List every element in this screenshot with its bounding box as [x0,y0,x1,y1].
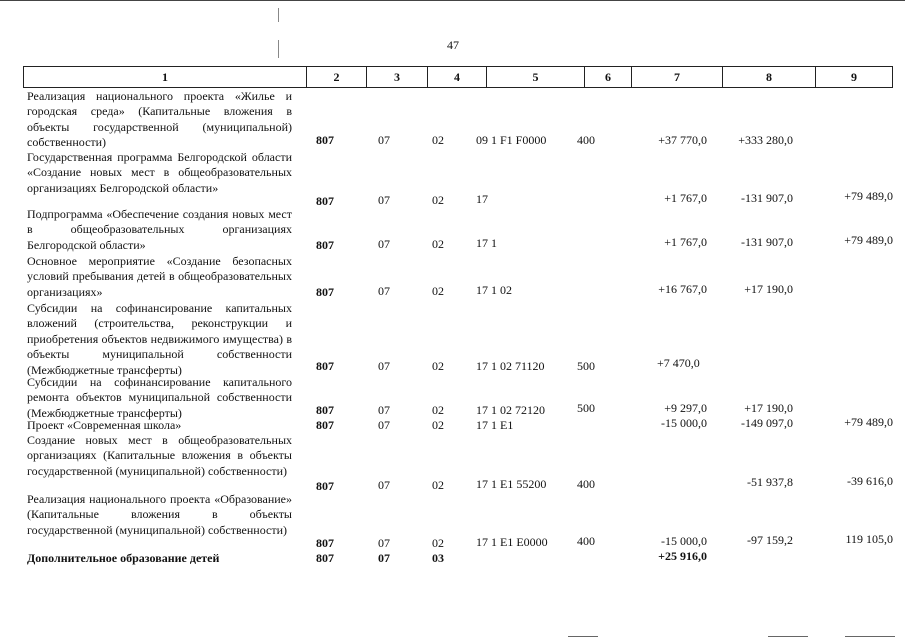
row-description: Создание новых мест в общеобразовательных организациях (Капитальные вложения в объекты государственной (муниципальной) собственности) [27,433,292,478]
header-cell-2: 2 [333,70,340,84]
cell-amount-3: -39 616,0 [847,474,893,488]
cell-amount-3: +79 489,0 [844,189,893,203]
header-cell-7: 7 [674,70,680,84]
cell-amount-1: -15 000,0 [661,534,707,548]
cell-amount-2: +17 190,0 [744,401,793,415]
cell-target: 17 1 02 71120 [476,359,545,373]
cell-code: 807 [316,536,334,550]
row-description: Субсидии на софинансирование капитальных вложений (строительства, реконструкции и приобретения объектов недвижимого имущества) в объекты муниципальной собственности (Межбюджетные трансферты) [27,301,292,377]
cell-section: 07 [378,284,390,298]
cell-target: 17 1 E1 E0000 [476,535,548,549]
cell-section: 07 [378,133,390,147]
row-description: Дополнительное образование детей [27,551,220,565]
row-description: Проект «Современная школа» [27,418,182,432]
cell-subsection: 02 [432,536,444,550]
cell-subsection: 02 [432,193,444,207]
cell-amount-2: +17 190,0 [744,282,793,296]
cell-amount-1: +1 767,0 [664,191,707,205]
cell-section: 07 [378,237,390,251]
cell-amount-1: +9 297,0 [664,401,707,415]
cell-amount-1: +25 916,0 [658,549,707,563]
header-cell-8: 8 [766,70,772,84]
cell-target: 17 [476,192,488,206]
top-border-line [0,0,905,1]
cell-amount-2: -149 097,0 [741,416,793,430]
cell-section: 07 [378,193,390,207]
cell-section: 07 [378,536,390,550]
scan-mark [278,8,279,22]
cell-type: 400 [577,133,595,147]
cell-subsection: 02 [432,403,444,417]
cell-amount-2: +333 280,0 [738,133,793,147]
row-description: Государственная программа Белгородской области «Создание новых мест в общеобразовательных организациях Белгородской области» [27,150,292,195]
cell-code: 807 [316,418,334,432]
row-description: Подпрограмма «Обеспечение создания новых мест в общеобразовательных организациях Белгородской области» [27,207,292,252]
scan-mark [768,636,808,637]
cell-section: 07 [378,418,390,432]
cell-amount-1: +16 767,0 [658,282,707,296]
header-cell-3: 3 [394,70,400,84]
cell-amount-2: -131 907,0 [741,191,793,205]
row-description: Субсидии на софинансирование капитального ремонта объектов муниципальной собственности (Межбюджетные трансферты) [27,375,292,420]
cell-subsection: 02 [432,418,444,432]
cell-amount-2: -97 159,2 [747,533,793,547]
header-cell-5: 5 [532,70,539,84]
cell-target: 17 1 02 [476,283,512,297]
cell-section: 07 [378,359,390,373]
cell-type: 500 [577,401,595,415]
cell-amount-2: -131 907,0 [741,235,793,249]
row-description: Основное мероприятие «Создание безопасных условий пребывания детей в общеобразовательных организациях» [27,254,292,299]
cell-target: 17 1 02 72120 [476,403,545,417]
cell-type: 400 [577,534,595,548]
cell-type: 500 [577,359,595,373]
header-cell-9: 9 [851,70,857,84]
page-number: 47 [447,38,459,52]
cell-code: 807 [316,238,334,252]
scan-mark [568,636,598,637]
cell-subsection: 03 [432,551,444,565]
cell-amount-1: -15 000,0 [661,416,707,430]
header-cell-6: 6 [605,70,611,84]
cell-code: 807 [316,403,334,417]
cell-target: 17 1 E1 55200 [476,477,547,491]
cell-amount-3: +79 489,0 [844,415,893,429]
scan-mark [845,636,895,637]
cell-code: 807 [316,359,334,373]
table-header [23,66,893,88]
cell-section: 07 [378,403,390,417]
header-cell-4: 4 [454,70,460,84]
cell-subsection: 02 [432,237,444,251]
row-description: Реализация национального проекта «Образование» (Капитальные вложения в объекты государственной (муниципальной) собственности) [27,492,292,537]
cell-target: 09 1 F1 F0000 [476,133,547,147]
cell-target: 17 1 [476,236,497,250]
cell-subsection: 02 [432,478,444,492]
cell-amount-3: +79 489,0 [844,233,893,247]
cell-target: 17 1 E1 [476,418,514,432]
cell-section: 07 [378,478,390,492]
cell-amount-2: -51 937,8 [747,475,793,489]
cell-amount-3: 119 105,0 [845,532,893,546]
cell-amount-1: +1 767,0 [664,235,707,249]
cell-subsection: 02 [432,284,444,298]
cell-code: 807 [316,285,334,299]
row-description: Реализация национального проекта «Жилье и городская среда» (Капитальные вложения в объекты государственной (муниципальной) собственности) [27,89,292,150]
scan-mark [278,40,279,58]
cell-amount-1: +37 770,0 [658,133,707,147]
cell-subsection: 02 [432,359,444,373]
cell-code: 807 [316,133,334,147]
cell-code: 807 [316,551,334,565]
header-cell-1: 1 [162,70,168,84]
cell-section: 07 [378,551,390,565]
cell-code: 807 [316,194,334,208]
cell-subsection: 02 [432,133,444,147]
cell-amount-1: +7 470,0 [657,356,700,370]
cell-code: 807 [316,479,334,493]
cell-type: 400 [577,477,595,491]
